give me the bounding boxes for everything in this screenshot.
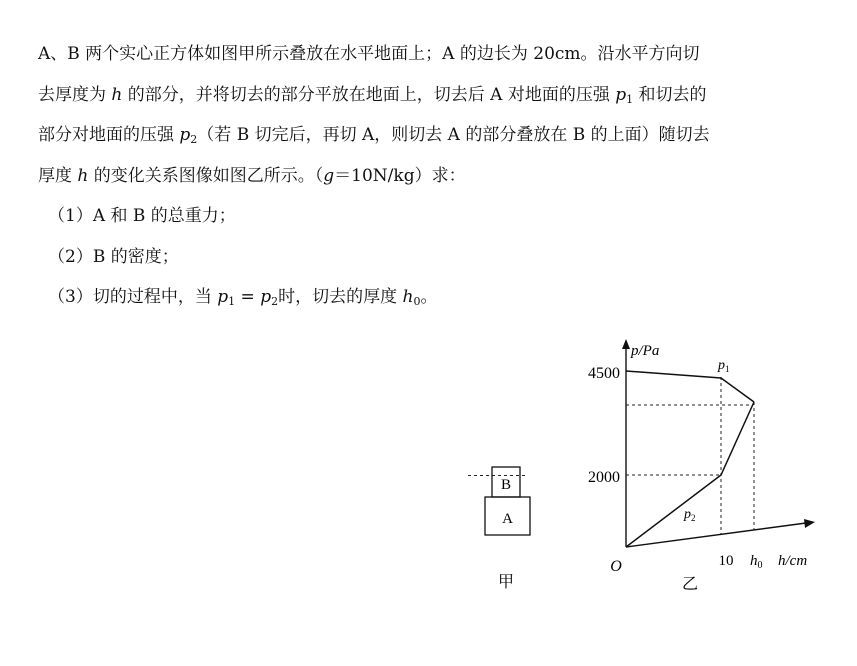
x-axis-arrow (804, 519, 815, 528)
figure-jia-caption: 甲 (497, 574, 515, 591)
p1-curve-label: $p_1$ (718, 358, 730, 374)
problem-text (38, 34, 828, 318)
question-1: （1）A 和 B 的总重力； (48, 206, 236, 226)
figure-yi (568, 335, 828, 595)
x-axis-label: h/cm (778, 553, 808, 569)
tick-2000: 2000 (588, 469, 620, 486)
cube-b-label: B (500, 477, 512, 493)
p2-curve-label: $p_2$ (684, 507, 696, 523)
question-3: （3）切的过程中，当 $p_1 = p_2$时，切去的厚度 $h_0$。 (48, 287, 438, 308)
problem-line-3: 部分对地面的压强 $p_2$（若 B 切完后，再切 A，则切去 A 的部分叠放在 B 的上面）随切去 (38, 125, 710, 146)
figure-jia (460, 455, 570, 605)
problem-line-4: 厚度 h 的变化关系图像如图乙所示。（g＝10N/kg）求： (38, 165, 466, 186)
question-2: （2）B 的密度； (48, 246, 179, 267)
tick-4500: 4500 (588, 365, 620, 382)
p1-curve (626, 371, 754, 402)
problem-line-2: 去厚度为 h 的部分，并将切去的部分平放在地面上，切去后 A 对地面的压强 $p_1$ 和切去的 (38, 84, 707, 106)
y-axis-label: p/Pa (631, 343, 660, 359)
origin-label: O (610, 558, 622, 575)
tick-10: 10 (718, 553, 734, 569)
cube-a-label: A (502, 511, 513, 527)
problem-line-1: A、B 两个实心正方体如图甲所示叠放在水平地面上；A 的边长为 20cm。沿水平方向切 (38, 44, 700, 64)
y-axis-arrow (622, 339, 630, 349)
figure-yi-caption: 乙 (681, 576, 699, 593)
tick-h0: $h_0$ (750, 553, 763, 571)
